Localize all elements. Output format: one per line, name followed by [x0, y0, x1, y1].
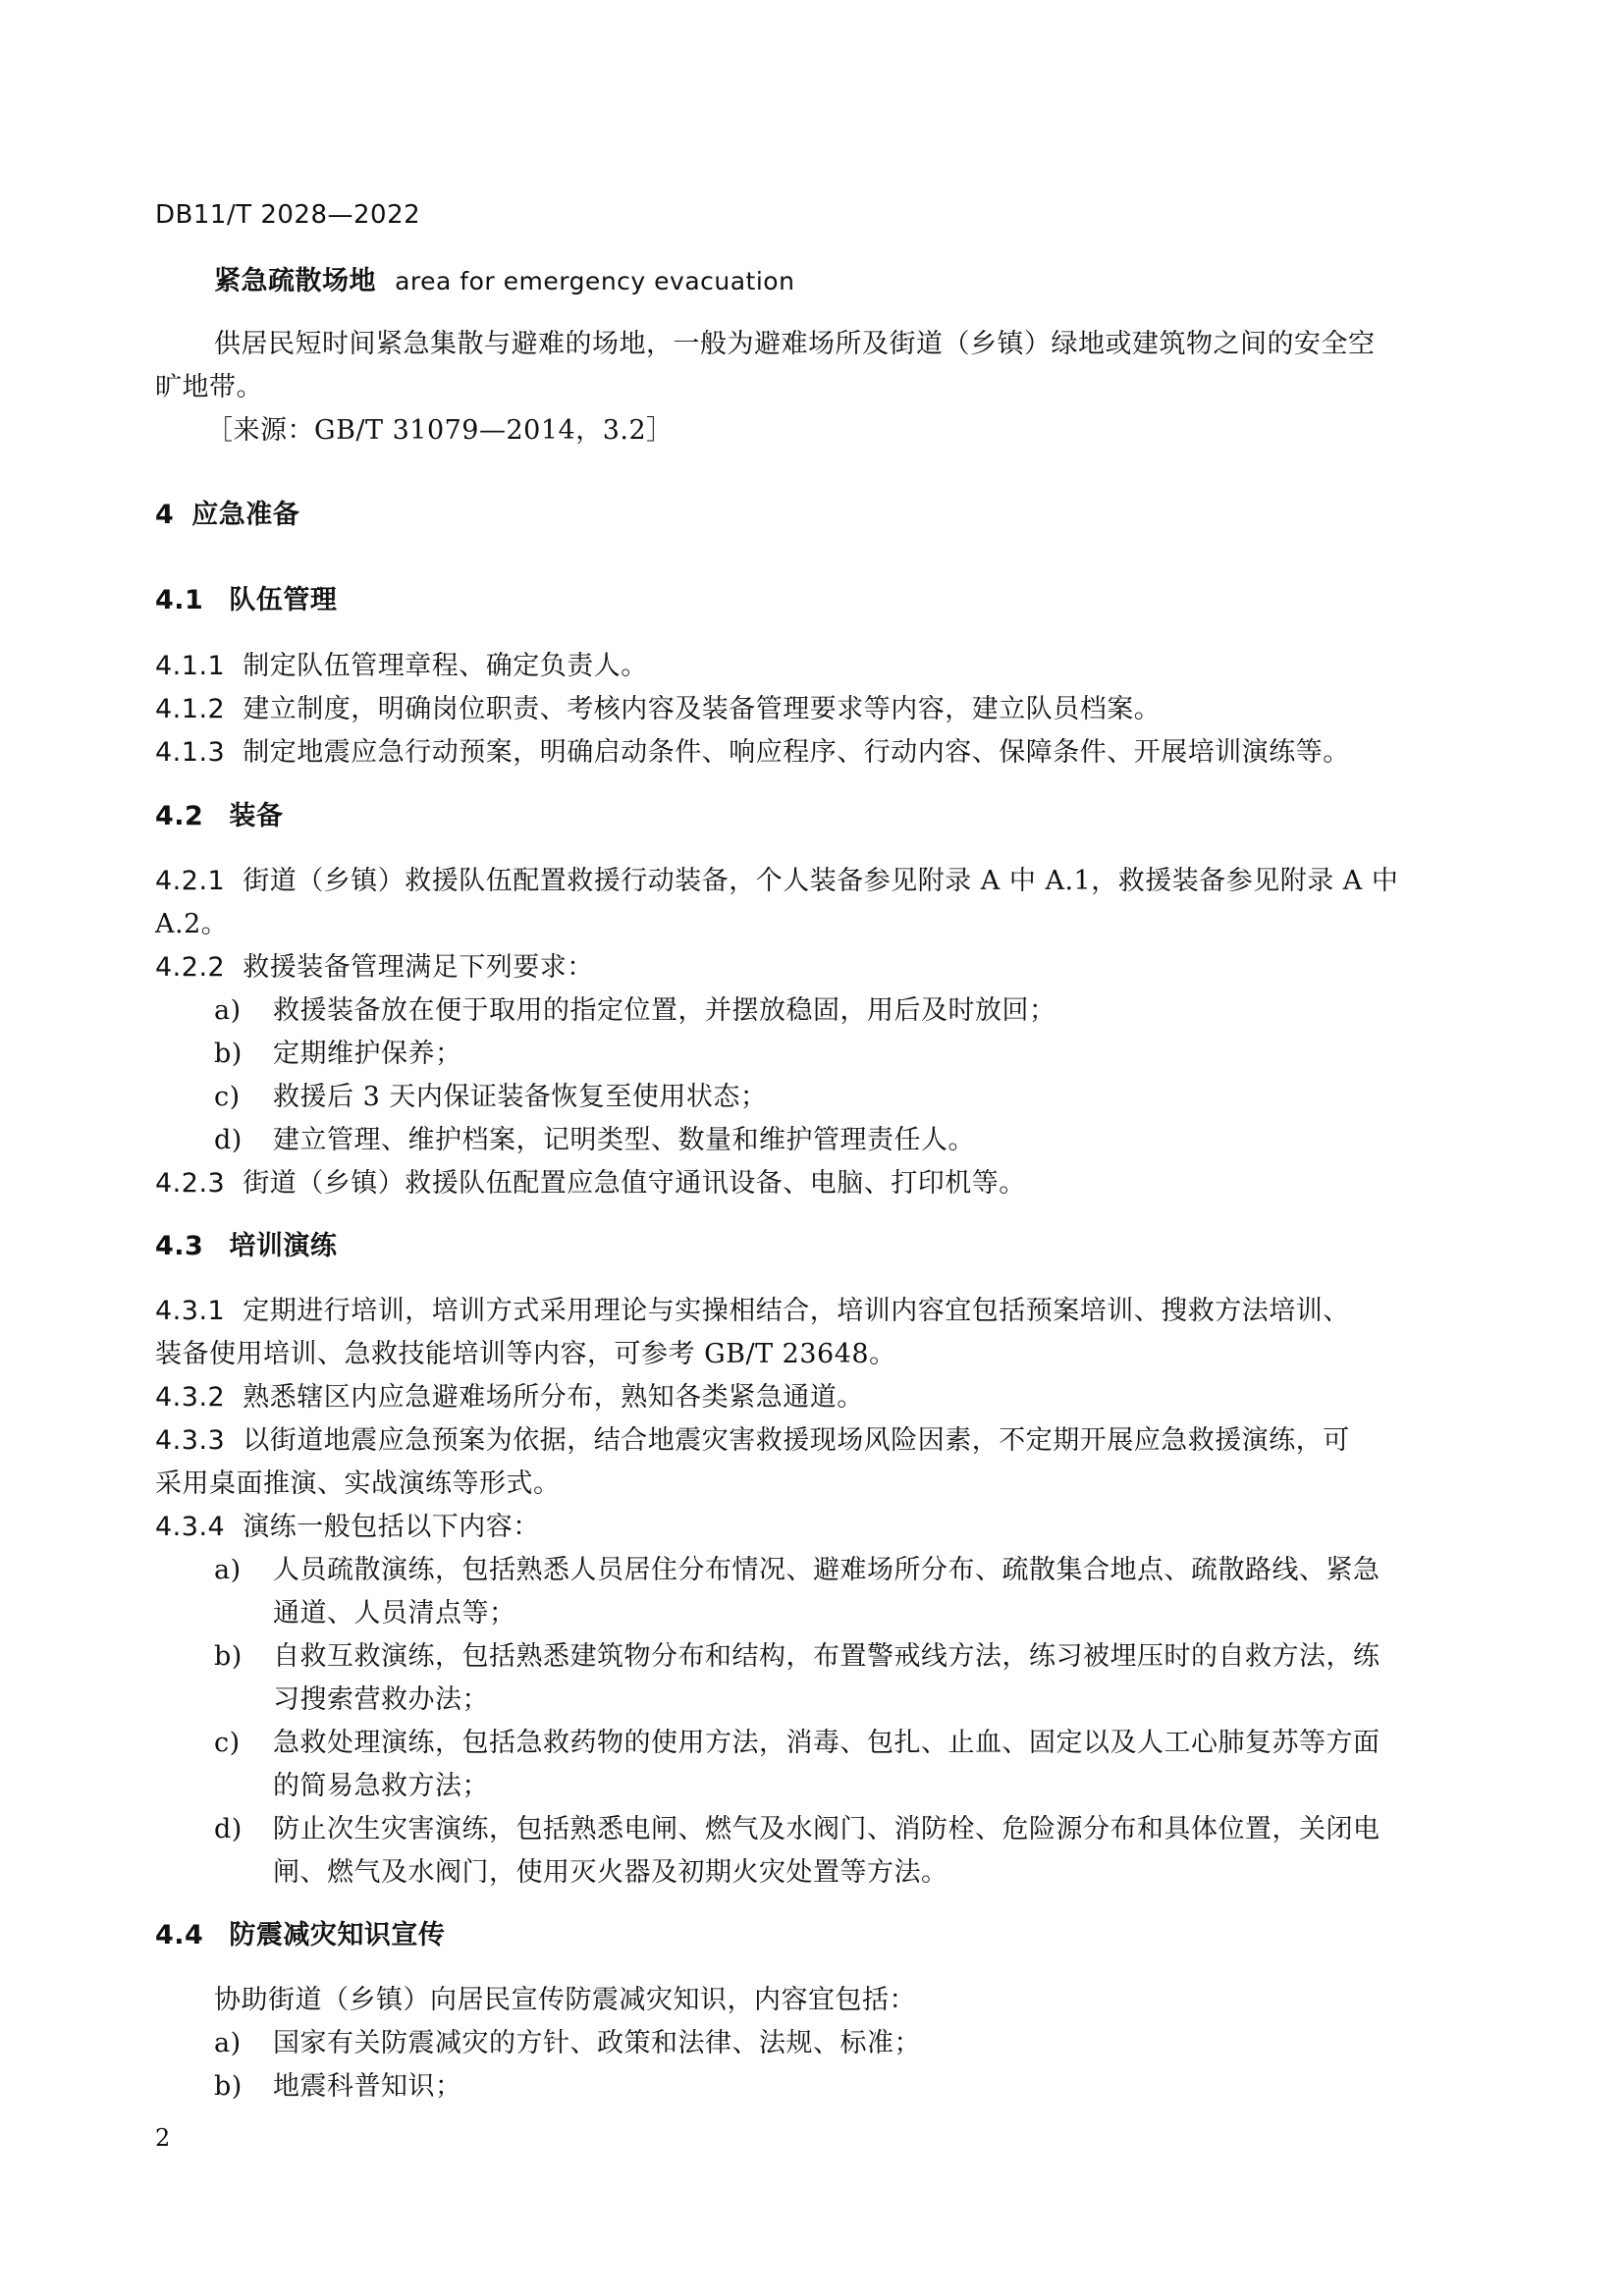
- clause-4-2-1-line2: A.2。: [155, 909, 229, 939]
- page-number: 2: [155, 2124, 171, 2152]
- section-4-3-number: 4.3: [155, 1231, 204, 1261]
- clause-4-1-3: 4.1.3 制定地震应急行动预案，明确启动条件、响应程序、行动内容、保障条件、开展培训演练等。: [155, 737, 1350, 768]
- list-item-continuation: 习搜索营救办法；: [273, 1684, 489, 1715]
- term-title-en: area for emergency evacuation: [395, 267, 795, 295]
- clause-4-3-2: 4.3.2 熟悉辖区内应急避难场所分布，熟知各类紧急通道。: [155, 1382, 864, 1413]
- section-4-title: 应急准备: [191, 500, 300, 530]
- list-item: b) 地震科普知识；: [214, 2071, 462, 2102]
- term-definition-line1: 供居民短时间紧急集散与避难的场地，一般为避难场所及街道（乡镇）绿地或建筑物之间的安全空: [214, 329, 1376, 359]
- list-item: c) 救援后 3 天内保证装备恢复至使用状态；: [214, 1082, 768, 1112]
- document-number: DB11/T 2028—2022: [155, 200, 421, 230]
- section-4-number: 4: [155, 500, 175, 530]
- section-4-4-heading: [155, 1922, 445, 1949]
- clause-4-2-3: 4.2.3 街道（乡镇）救援队伍配置应急值守通讯设备、电脑、打印机等。: [155, 1168, 1026, 1199]
- list-item: c) 急救处理演练，包括急救药物的使用方法，消毒、包扎、止血、固定以及人工心肺复苏等方面: [214, 1728, 1380, 1758]
- list-item-continuation: 的简易急救方法；: [273, 1771, 489, 1801]
- clause-4-3-3-line1: 4.3.3 以街道地震应急预案为依据，结合地震灾害救援现场风险因素，不定期开展应急救援演练，可: [155, 1425, 1350, 1456]
- list-item: a) 人员疏散演练，包括熟悉人员居住分布情况、避难场所分布、疏散集合地点、疏散路线、紧急: [214, 1555, 1380, 1585]
- section-4-4-intro: 协助街道（乡镇）向居民宣传防震减灾知识，内容宜包括：: [214, 1985, 916, 2015]
- section-4-1-heading: [155, 587, 337, 614]
- clause-4-2-1-line1: 4.2.1 街道（乡镇）救援队伍配置救援行动装备，个人装备参见附录 A 中 A.1，救援装备参见附录 A 中: [155, 866, 1399, 896]
- section-4-2-title: 装备: [229, 801, 284, 831]
- clause-4-3-1-line2: 装备使用培训、急救技能培训等内容，可参考 GB/T 23648。: [155, 1339, 896, 1369]
- list-item-continuation: 通道、人员清点等；: [273, 1598, 516, 1629]
- list-item-continuation: 闸、燃气及水阀门，使用灭火器及初期火灾处置等方法。: [273, 1857, 948, 1888]
- clause-4-3-3-line2: 采用桌面推演、实战演练等形式。: [155, 1468, 561, 1499]
- list-item: b) 定期维护保养；: [214, 1039, 462, 1069]
- section-4-2-heading: [155, 803, 283, 829]
- clause-4-1-1: 4.1.1 制定队伍管理章程、确定负责人。: [155, 651, 648, 681]
- section-4-3-title: 培训演练: [229, 1231, 338, 1261]
- section-4-heading: [155, 502, 299, 528]
- section-4-4-number: 4.4: [155, 1920, 204, 1950]
- section-4-1-title: 队伍管理: [229, 585, 338, 615]
- list-item: a) 救援装备放在便于取用的指定位置，并摆放稳固，用后及时放回；: [214, 995, 1056, 1026]
- clause-4-3-1-line1: 4.3.1 定期进行培训，培训方式采用理论与实操相结合，培训内容宜包括预案培训、搜救方法培训、: [155, 1296, 1350, 1326]
- section-4-4-title: 防震减灾知识宣传: [229, 1920, 446, 1950]
- term-title-cn: 紧急疏散场地: [214, 266, 376, 296]
- list-item: d) 建立管理、维护档案，记明类型、数量和维护管理责任人。: [214, 1125, 975, 1155]
- list-item: a) 国家有关防震减灾的方针、政策和法律、法规、标准；: [214, 2028, 921, 2058]
- term-definition-line2: 旷地带。: [155, 372, 263, 402]
- term-source: ［来源：GB/T 31079—2014，3.2］: [206, 415, 674, 446]
- section-4-1-number: 4.1: [155, 585, 204, 615]
- section-4-3-heading: [155, 1233, 337, 1259]
- clause-4-3-4: 4.3.4 演练一般包括以下内容：: [155, 1512, 540, 1542]
- list-item: d) 防止次生灾害演练，包括熟悉电闸、燃气及水阀门、消防栓、危险源分布和具体位置，关闭电: [214, 1814, 1380, 1844]
- term-title: [214, 268, 794, 294]
- clause-4-2-2: 4.2.2 救援装备管理满足下列要求：: [155, 952, 594, 983]
- section-4-2-number: 4.2: [155, 801, 204, 831]
- clause-4-1-2: 4.1.2 建立制度，明确岗位职责、考核内容及装备管理要求等内容，建立队员档案。: [155, 694, 1162, 724]
- list-item: b) 自救互救演练，包括熟悉建筑物分布和结构，布置警戒线方法，练习被埋压时的自救方法，练: [214, 1641, 1380, 1672]
